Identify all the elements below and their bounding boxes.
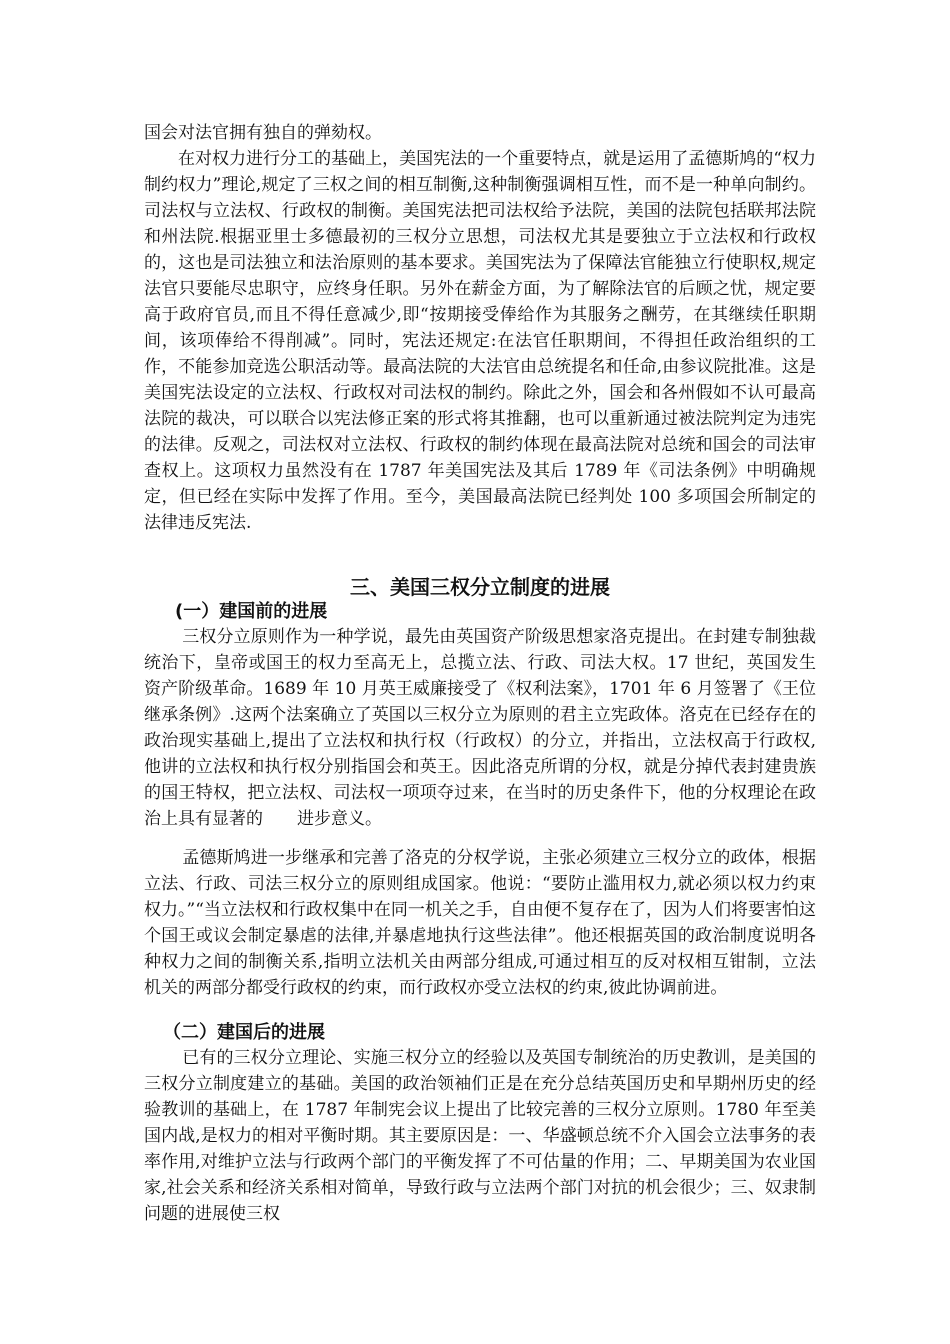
subsection-heading-after-founding: （二）建国后的进展 [163,1022,325,1043]
paragraph-impeachment: 国会对法官拥有独自的弹劾权。 [144,123,382,143]
paragraph-montesquieu: 孟德斯鸠进一步继承和完善了洛克的分权学说，主张必须建立三权分立的政体，根据立法、行政、司法三权分立的原则组成国家。他说：“要防止滥用权力,就必须以权力约束权力。”“当立法权和行政权集中在同一机关之手，自由便不复存在了，因为人们将要害怕这个国王或议会制定暴虐的法律,并暴虐地执行这些法律”。他还根据英国的政治制度说明各种权力之间的制衡关系,指明立法机关由两部分组成,可通过相互的反对权相互钳制，立法机关的两部分都受行政权的约束，而行政权亦受立法权的约束,彼此协调前进。 [144,848,816,998]
paragraph-after-founding: 已有的三权分立理论、实施三权分立的经验以及英国专制统治的历史教训，是美国的三权分立制度建立的基础。美国的政治领袖们正是在充分总结英国历史和早期州历史的经验教训的基础上，在 1787 年制宪会议上提出了比较完善的三权分立原则。1780 年至美国内战,是权力的相对平衡时期。其主要原因是：一、华盛顿总统不介入国会立法事务的表率作用,对维护立法与行政两个部门的平衡发挥了不可估量的作用；二、早期美国为农业国家,社会关系和经济关系相对简单，导致行政与立法两个部门对抗的机会很少；三、奴隶制问题的进展使三权 [144,1048,816,1224]
section-heading: 三、美国三权分立制度的进展 [350,575,610,599]
paragraph-checks-and-balances: 在对权力进行分工的基础上，美国宪法的一个重要特点，就是运用了孟德斯鸠的“权力制约权力”理论,规定了三权之间的相互制衡,这种制衡强调相互性，而不是一种单向制约。司法权与立法权、行政权的制衡。美国宪法把司法权给予法院，美国的法院包括联邦法院和州法院.根据亚里士多德最初的三权分立思想，司法权尤其是要独立于立法权和行政权的，这也是司法独立和法治原则的基本要求。美国宪法为了保障法官能独立行使职权,规定法官只要能尽忠职守，应终身任职。另外在薪金方面，为了解除法官的后顾之忧，规定要高于政府官员,而且不得任意减少,即“按期接受俸给作为其服务之酬劳，在其继续任职期间，该项俸给不得削减”。同时，宪法还规定:在法官任职期间，不得担任政治组织的工作，不能参加竞选公职活动等。最高法院的大法官由总统提名和任命,由参议院批准。这是美国宪法设定的立法权、行政权对司法权的制约。除此之外，国会和各州假如不认可最高法院的裁决，可以联合以宪法修正案的形式将其推翻，也可以重新通过被法院判定为违宪的法律。反观之，司法权对立法权、行政权的制约体现在最高法院对总统和国会的司法审查权上。这项权力虽然没有在 1787 年美国宪法及其后 1789 年《司法条例》中明确规定，但已经在实际中发挥了作用。至今，美国最高法院已经判处 100 多项国会所制定的法律违反宪法. [144,149,816,533]
paragraph-locke: 三权分立原则作为一种学说，最先由英国资产阶级思想家洛克提出。在封建专制独裁统治下，皇帝或国王的权力至高无上，总揽立法、行政、司法大权。17 世纪，英国发生资产阶级革命。1689 年 10 月英王威廉接受了《权利法案》，1701 年 6 月签署了《王位继承条例》.这两个法案确立了英国以三权分立为原则的君主立宪政体。洛克在已经存在的政治现实基础上,提出了立法权和执行权（行政权）的分立，并指出，立法权高于行政权,他讲的立法权和执行权分别指国会和英王。因此洛克所谓的分权，就是分掉代表封建贵族的国王特权，把立法权、司法权一项项夺过来，在当时的历史条件下，他的分权理论在政治上具有显著的 进步意义。 [144,627,816,829]
subsection-heading-before-founding: (一）建国前的进展 [175,601,328,622]
